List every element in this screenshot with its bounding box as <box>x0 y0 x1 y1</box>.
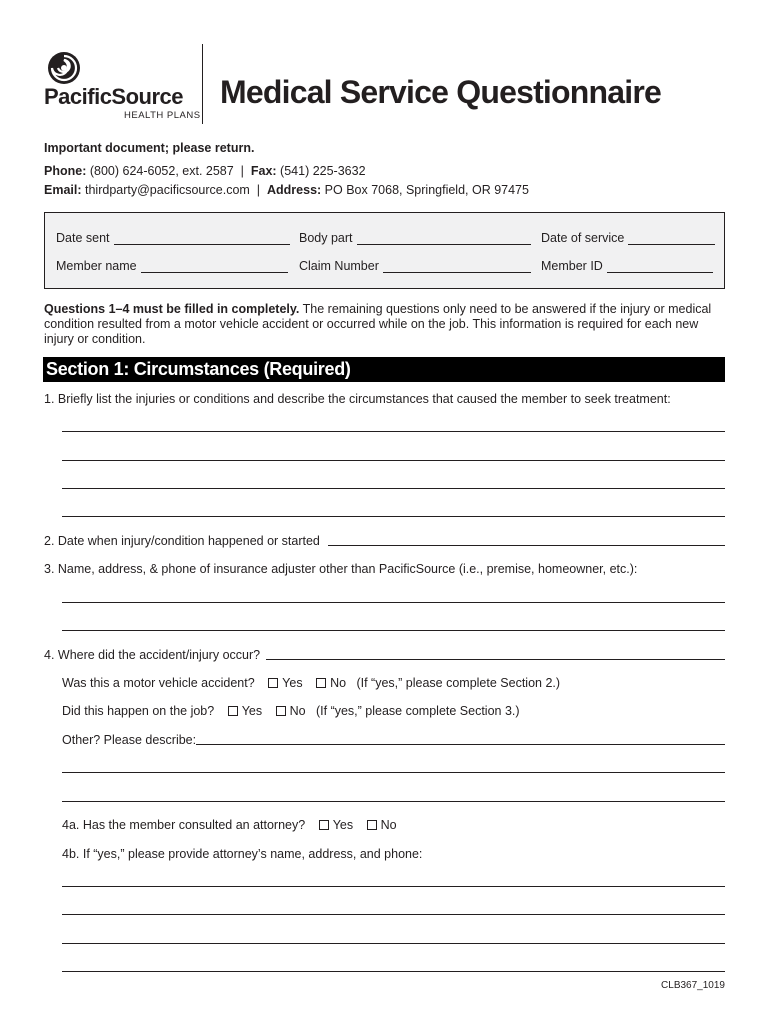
form-code: CLB367_1019 <box>661 980 725 991</box>
email-label: Email: <box>44 183 82 197</box>
phone-label: Phone: <box>44 164 87 178</box>
attorney-no-checkbox[interactable] <box>367 820 377 830</box>
question-3: 3. Name, address, & phone of insurance adjuster other than PacificSource (i.e., premise, homeowner, etc.): <box>44 562 638 576</box>
job-no-checkbox[interactable] <box>276 706 286 716</box>
answer-line[interactable] <box>62 943 725 944</box>
attorney-details-question: 4b. If “yes,” please provide attorney’s name, address, and phone: <box>62 847 423 861</box>
answer-line[interactable] <box>62 772 725 773</box>
date-of-service-label: Date of service <box>541 231 625 245</box>
answer-line[interactable] <box>62 886 725 887</box>
other-question: Other? Please describe: <box>62 733 197 747</box>
separator: | <box>256 183 261 197</box>
logo-wordmark: PacificSource <box>44 84 184 109</box>
pacificsource-logo <box>44 44 204 124</box>
on-job-label: Did this happen on the job? <box>62 704 215 718</box>
address-value: PO Box 7068, Springfield, OR 97475 <box>324 183 529 197</box>
date-started-line[interactable] <box>328 545 725 546</box>
on-job-question <box>62 704 520 718</box>
claim-number-line[interactable] <box>383 261 531 273</box>
claim-number-label: Claim Number <box>299 259 379 273</box>
yes-label: Yes <box>282 676 303 690</box>
answer-line[interactable] <box>62 516 725 517</box>
motor-no-checkbox[interactable] <box>316 678 326 688</box>
page-title: Medical Service Questionnaire <box>220 74 661 110</box>
motor-yes-checkbox[interactable] <box>268 678 278 688</box>
body-part-label: Body part <box>299 231 353 245</box>
separator: | <box>240 164 244 178</box>
attorney-label: 4a. Has the member consulted an attorney? <box>62 818 306 832</box>
answer-line[interactable] <box>62 460 725 461</box>
member-name-field[interactable] <box>56 259 288 273</box>
fax-value: (541) 225-3632 <box>280 164 366 178</box>
yes-label: Yes <box>332 818 354 832</box>
motor-vehicle-label: Was this a motor vehicle accident? <box>62 676 255 690</box>
important-notice: Important document; please return. <box>44 141 255 155</box>
question-2: 2. Date when injury/condition happened or started <box>44 534 320 548</box>
motor-note: (If “yes,” please complete Section 2.) <box>356 676 561 690</box>
motor-vehicle-question <box>62 676 560 690</box>
phone-value: (800) 624-6052, ext. 2587 <box>89 164 234 178</box>
swirl-logo-icon <box>44 48 84 88</box>
member-id-field[interactable] <box>541 259 713 273</box>
member-id-label: Member ID <box>541 259 603 273</box>
member-id-line[interactable] <box>607 261 713 273</box>
date-sent-field[interactable] <box>56 231 290 245</box>
answer-line[interactable] <box>62 431 725 432</box>
answer-line[interactable] <box>62 971 725 972</box>
date-of-service-field[interactable] <box>541 231 715 245</box>
yes-label: Yes <box>241 704 263 718</box>
no-label: No <box>380 818 397 832</box>
job-note: (If “yes,” please complete Section 3.) <box>315 704 520 718</box>
answer-line[interactable] <box>62 914 725 915</box>
member-name-label: Member name <box>56 259 137 273</box>
question-1: 1. Briefly list the injuries or conditions and describe the circumstances that caused the member to seek treatment: <box>44 392 671 406</box>
claim-info-box <box>44 212 725 289</box>
date-sent-label: Date sent <box>56 231 110 245</box>
no-label: No <box>330 676 347 690</box>
instructions-note <box>44 302 726 347</box>
job-yes-checkbox[interactable] <box>228 706 238 716</box>
email-value: thirdparty@pacificsource.com <box>85 183 250 197</box>
attorney-question <box>62 818 397 832</box>
answer-line[interactable] <box>62 801 725 802</box>
email-address-line <box>44 183 734 197</box>
note-bold: Questions 1–4 must be filled in completely. <box>44 302 300 316</box>
body-part-line[interactable] <box>357 233 531 245</box>
address-label: Address: <box>267 183 322 197</box>
fax-label: Fax: <box>250 164 277 178</box>
claim-number-field[interactable] <box>299 259 531 273</box>
note-text: The remaining questions only need to be answered if the injury or medical condition resulted from a motor vehicle accident or occurred while on the job. This information is required for each new injury or condition. <box>44 302 712 346</box>
no-label: No <box>289 704 306 718</box>
other-describe-line[interactable] <box>196 744 725 745</box>
date-sent-line[interactable] <box>114 233 290 245</box>
section-1-header: Section 1: Circumstances (Required) <box>43 357 725 382</box>
logo-subtitle: HEALTH PLANS <box>124 110 201 121</box>
member-name-line[interactable] <box>141 261 288 273</box>
header-divider <box>202 44 203 124</box>
body-part-field[interactable] <box>299 231 531 245</box>
phone-fax-line <box>44 164 734 178</box>
accident-location-line[interactable] <box>266 659 725 660</box>
question-4: 4. Where did the accident/injury occur? <box>44 648 261 662</box>
attorney-yes-checkbox[interactable] <box>319 820 329 830</box>
answer-line[interactable] <box>62 630 725 631</box>
date-of-service-line[interactable] <box>628 233 715 245</box>
answer-line[interactable] <box>62 602 725 603</box>
answer-line[interactable] <box>62 488 725 489</box>
